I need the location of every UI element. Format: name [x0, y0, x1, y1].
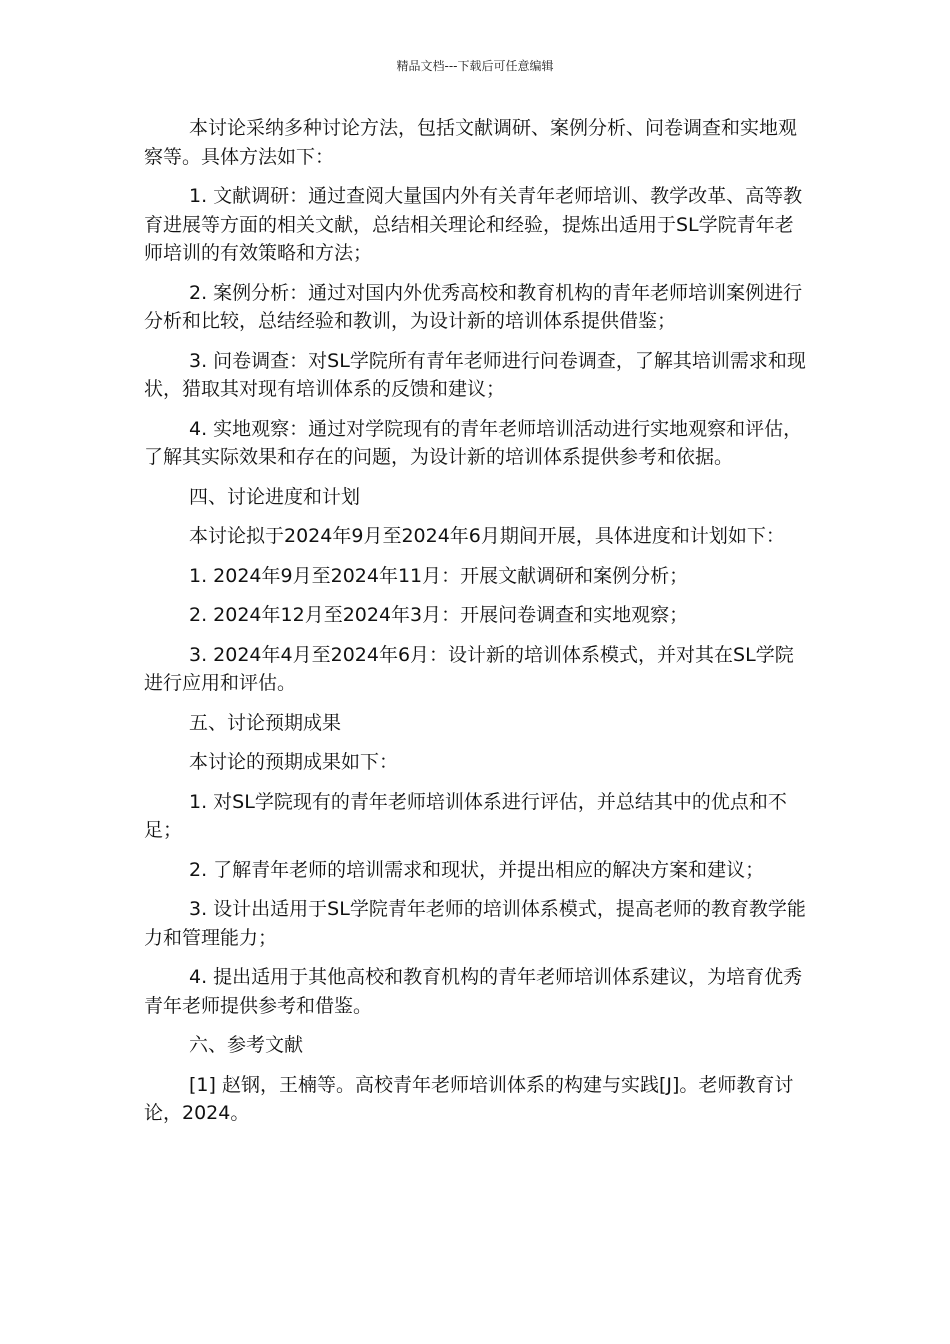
section-heading-outcomes: 五、讨论预期成果: [189, 711, 342, 734]
paragraph-schedule-intro: 本讨论拟于2024年9月至2024年6月期间开展，具体进度和计划如下：: [189, 525, 785, 547]
paragraph-questionnaire: 3. 问卷调查：对SL学院所有青年老师进行问卷调查，了解其培训需求和现状，猎取其对现有培训体系的反馈和建议；: [144, 349, 806, 400]
document-body: [144, 114, 806, 1139]
paragraph-schedule-3: 3. 2024年4月至2024年6月：设计新的培训体系模式，并对其在SL学院进行应用和评估。: [144, 643, 794, 694]
reference-1: [1] 赵钢，王楠等。高校青年老师培训体系的构建与实践[J]。老师教育讨论，2024。: [144, 1073, 794, 1124]
paragraph-schedule-1: 1. 2024年9月至2024年11月：开展文献调研和案例分析；: [189, 564, 689, 587]
paragraph-outcome-4: 4. 提出适用于其他高校和教育机构的青年老师培训体系建议，为培育优秀青年老师提供参考和借鉴。: [144, 966, 803, 1017]
paragraph-case-analysis: 2. 案例分析：通过对国内外优秀高校和教育机构的青年老师培训案例进行分析和比较，总结经验和教训，为设计新的培训体系提供借鉴；: [144, 281, 803, 332]
paragraph-outcome-3: 3. 设计出适用于SL学院青年老师的培训体系模式，提高老师的教育教学能力和管理能力；: [144, 898, 806, 949]
paragraph-field-observation: 4. 实地观察：通过对学院现有的青年老师培训活动进行实地观察和评估，了解其实际效果和存在的问题，为设计新的培训体系提供参考和依据。: [144, 417, 803, 468]
page-header: 精品文档---下载后可任意编辑: [396, 59, 554, 73]
paragraph-literature-review: 1. 文献调研：通过查阅大量国内外有关青年老师培训、教学改革、高等教育进展等方面的相关文献，总结相关理论和经验，提炼出适用于SL学院青年老师培训的有效策略和方法；: [144, 185, 803, 264]
paragraph-outcome-1: 1. 对SL学院现有的青年老师培训体系进行评估，并总结其中的优点和不足；: [144, 790, 787, 841]
section-heading-references: 六、参考文献: [189, 1034, 304, 1056]
section-heading-schedule: 四、讨论进度和计划: [189, 485, 361, 508]
paragraph-methods-intro: 本讨论采纳多种讨论方法，包括文献调研、案例分析、问卷调查和实地观察等。具体方法如下：: [144, 117, 798, 168]
paragraph-schedule-2: 2. 2024年12月至2024年3月：开展问卷调查和实地观察；: [189, 604, 689, 626]
paragraph-outcomes-intro: 本讨论的预期成果如下：: [189, 751, 399, 773]
paragraph-outcome-2: 2. 了解青年老师的培训需求和现状，并提出相应的解决方案和建议；: [189, 858, 765, 881]
